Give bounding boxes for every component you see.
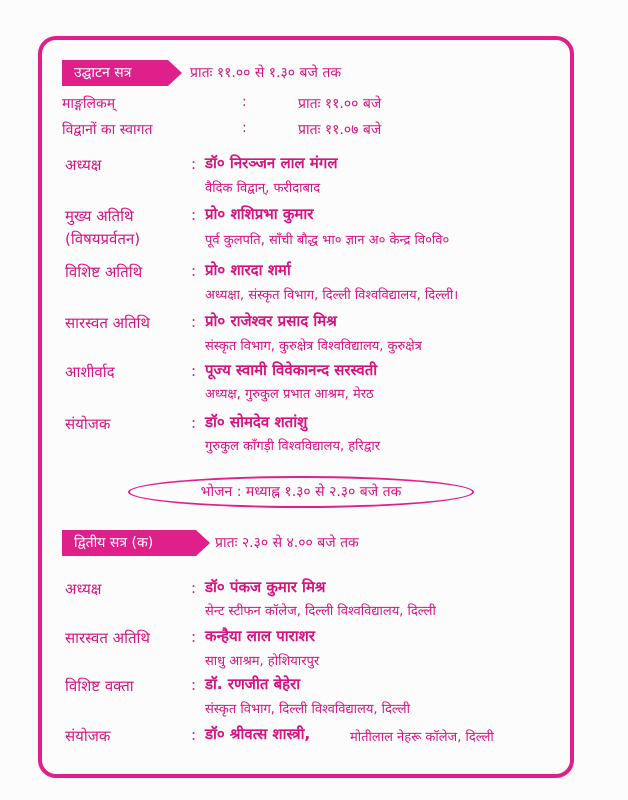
role-colon: :: [191, 414, 197, 432]
role-subtitle: (विषयप्रर्वतन): [65, 230, 141, 248]
person-name: कन्हैया लाल पाराशर: [205, 627, 315, 645]
sub-label-1: माङ्गलिकम्: [62, 96, 116, 112]
person-name: डॉ० निरञ्जन लाल मंगल: [205, 154, 338, 172]
session1-time: प्रातः ११.०० से १.३० बजे तक: [190, 65, 342, 81]
role-sanyojak: संयोजक: [65, 415, 111, 433]
role-mukhya-atithi: मुख्य अतिथि: [65, 207, 134, 225]
person-desc: अध्यक्षा, संस्कृत विभाग, दिल्ली विश्वविद्यालय, दिल्ली।: [205, 288, 459, 303]
role-colon: :: [191, 362, 197, 380]
person-desc: संस्कृत विभाग, कुरुक्षेत्र विश्वविद्यालय, कुरुक्षेत्र: [205, 339, 422, 354]
sub-colon-2: :: [242, 120, 247, 136]
role-adhyaksh: अध्यक्ष: [65, 580, 102, 598]
sub-label-2: विद्वानों का स्वागत: [62, 122, 153, 138]
session2-time: प्रातः २.३० से ४.०० बजे तक: [215, 535, 359, 551]
session2-tag: द्वितीय सत्र (क): [62, 530, 196, 556]
person-desc: मोतीलाल नेहरू कॉलेज, दिल्ली: [350, 730, 494, 745]
person-desc: साधु आश्रम, होशियारपुर: [205, 654, 320, 669]
role-colon: :: [191, 262, 197, 280]
sub-time-1: प्रातः ११.०० बजे: [298, 96, 382, 112]
person-name: डॉ० श्रीवत्स शास्त्री,: [205, 725, 311, 743]
person-name: प्रो० शारदा शर्मा: [205, 261, 291, 279]
sub-colon-1: :: [242, 94, 247, 110]
person-name: डॉ० सोमदेव शतांशु: [205, 413, 308, 431]
person-desc: पूर्व कुलपति, साँची बौद्ध भा० ज्ञान अ० केन्द्र वि०वि०: [205, 233, 450, 248]
role-vishisht-atithi: विशिष्ट अतिथि: [65, 263, 143, 281]
role-saraswat-atithi: सारस्वत अतिथि: [65, 314, 151, 332]
role-colon: :: [191, 726, 197, 744]
role-colon: :: [191, 155, 197, 173]
person-name: प्रो० राजेश्वर प्रसाद मिश्र: [205, 312, 337, 330]
role-sanyojak: संयोजक: [65, 727, 111, 745]
person-name: डॉ० पंकज कुमार मिश्र: [205, 578, 326, 596]
sub-time-2: प्रातः ११.०७ बजे: [298, 122, 382, 138]
person-desc: वैदिक विद्वान्, फरीदाबाद: [205, 181, 321, 196]
session1-tag: उद्घाटन सत्र: [62, 60, 168, 86]
role-colon: :: [191, 206, 197, 224]
person-desc: गुरुकुल काँगड़ी विश्वविद्यालय, हरिद्वार: [205, 439, 381, 454]
role-colon: :: [191, 579, 197, 597]
role-colon: :: [191, 676, 197, 694]
person-desc: संस्कृत विभाग, दिल्ली विश्वविद्यालय, दिल्ली: [205, 702, 410, 717]
role-vishisht-vakta: विशिष्ट वक्ता: [65, 677, 134, 695]
role-adhyaksh: अध्यक्ष: [65, 156, 102, 174]
role-colon: :: [191, 313, 197, 331]
role-aashirvad: आशीर्वाद: [65, 363, 115, 381]
person-desc: सेन्ट स्टीफन कॉलेज, दिल्ली विश्वविद्यालय, दिल्ली: [205, 604, 436, 619]
role-saraswat-atithi: सारस्वत अतिथि: [65, 629, 151, 647]
person-name: प्रो० शशिप्रभा कुमार: [205, 205, 314, 223]
person-desc: अध्यक्ष, गुरुकुल प्रभात आश्रम, मेरठ: [205, 387, 374, 402]
person-name: डॉ. रणजीत बेहेरा: [205, 675, 301, 693]
person-name: पूज्य स्वामी विवेकानन्द सरस्वती: [205, 361, 378, 379]
lunch-break: भोजन : मध्याह्न १.३० से २.३० बजे तक: [128, 476, 474, 508]
role-colon: :: [191, 628, 197, 646]
